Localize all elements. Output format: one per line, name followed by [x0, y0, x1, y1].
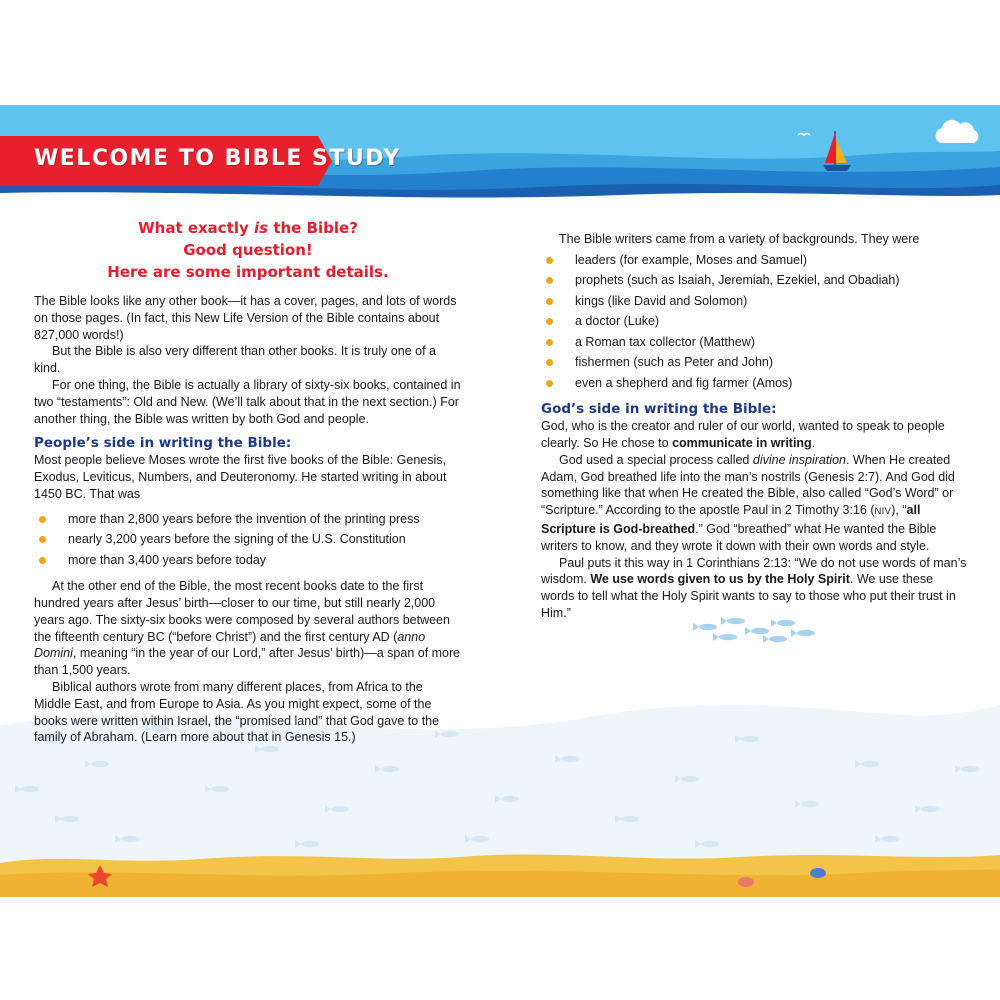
list-item: even a shepherd and fig farmer (Amos) [541, 373, 969, 394]
list-item: a doctor (Luke) [541, 311, 969, 332]
bullet-icon [546, 380, 553, 387]
shell-icon [738, 877, 754, 887]
paragraph: For one thing, the Bible is actually a library of sixty-six books, contained in two “testaments”: Old and New. (We’ll talk about that in the next section.) For another thing, the Bible was written by both God and people. [34, 377, 461, 426]
list-item: kings (like David and Solomon) [541, 291, 969, 312]
bullet-icon [546, 318, 553, 325]
bullet-icon [39, 536, 46, 543]
right-column [541, 231, 969, 622]
list-item: a Roman tax collector (Matthew) [541, 332, 969, 353]
list-item: leaders (for example, Moses and Samuel) [541, 250, 969, 271]
sand-beach [0, 849, 1000, 897]
list-item: more than 2,800 years before the invention of the printing press [34, 509, 462, 530]
page-title: WELCOME TO BIBLE STUDY [34, 146, 401, 171]
shell-icon-2 [810, 868, 826, 878]
paragraph: God used a special process called divine inspiration. When He created Adam, God breathed life into the man’s nostrils (Genesis 2:7). And God did something like that when He created the Bible, also called “God’s Word” or “Scripture.” According to the apostle Paul in 2 Timothy 3:16 (NIV), “all Scripture is God-breathed.” God “breathed” what He wanted the Bible writers to know, and they wrote it down with their own words and style. [541, 452, 955, 553]
bullet-icon [546, 298, 553, 305]
bullet-icon [39, 557, 46, 564]
left-column [34, 217, 462, 746]
paragraph: But the Bible is also very different than other books. It is truly one of a kind. [34, 344, 437, 376]
book-spread [0, 105, 1000, 897]
writers-list [541, 250, 969, 394]
paragraph: Paul puts it this way in 1 Corinthians 2:13: “We do not use words of man’s wisdom. We use words given to us by the Holy Spirit. We use these words to tell what the Holy Spirit wants to say to those who put their trust in Him.” [541, 555, 967, 621]
list-item: prophets (such as Isaiah, Jeremiah, Ezekiel, and Obadiah) [541, 270, 969, 291]
bullet-icon [546, 257, 553, 264]
intro-heading: What exactly is the Bible? Good question! Here are some important details. [107, 219, 389, 281]
bullet-icon [546, 277, 553, 284]
cloud-icon [932, 119, 980, 145]
list-item: nearly 3,200 years before the signing of the U.S. Constitution [34, 529, 462, 550]
section-heading-gods-side: God’s side in writing the Bible: [541, 401, 777, 418]
paragraph: The Bible looks like any other book—it has a cover, pages, and lots of words on those pages. (In fact, this New Life Version of the Bible contains about 827,000 words!) [34, 294, 457, 342]
list-item: more than 3,400 years before today [34, 550, 462, 571]
paragraph: Biblical authors wrote from many different places, from Africa to the Middle East, and from Europe to Asia. As you might expect, some of the books were written within Israel, the “promised land” that God gave to the family of Abraham. (Learn more about that in Genesis 15.) [34, 680, 440, 745]
years-list [34, 509, 462, 571]
paragraph: Most people believe Moses wrote the first five books of the Bible: Genesis, Exodus, Leviticus, Numbers, and Deuteronomy. He started writing in about 1450 BC. That was [34, 453, 447, 501]
bullet-icon [546, 359, 553, 366]
sailboat-icon [795, 127, 855, 177]
section-heading-peoples-side: People’s side in writing the Bible: [34, 435, 292, 452]
paragraph: The Bible writers came from a variety of backgrounds. They were [559, 232, 920, 246]
paragraph: God, who is the creator and ruler of our world, wanted to speak to people clearly. So He chose to communicate in writing. [541, 419, 945, 451]
list-item: fishermen (such as Peter and John) [541, 352, 969, 373]
paragraph: At the other end of the Bible, the most recent books date to the first hundred years after Jesus’ birth—closer to our time, but still nearly 2,000 years ago. The sixty-six books were composed by several authors between the fifteenth century BC (“before Christ”) and the first century AD (anno Domini, meaning “in the year of our Lord,” after Jesus’ birth)—a span of more than 1,500 years. [34, 579, 461, 678]
bullet-icon [546, 339, 553, 346]
bullet-icon [39, 516, 46, 523]
